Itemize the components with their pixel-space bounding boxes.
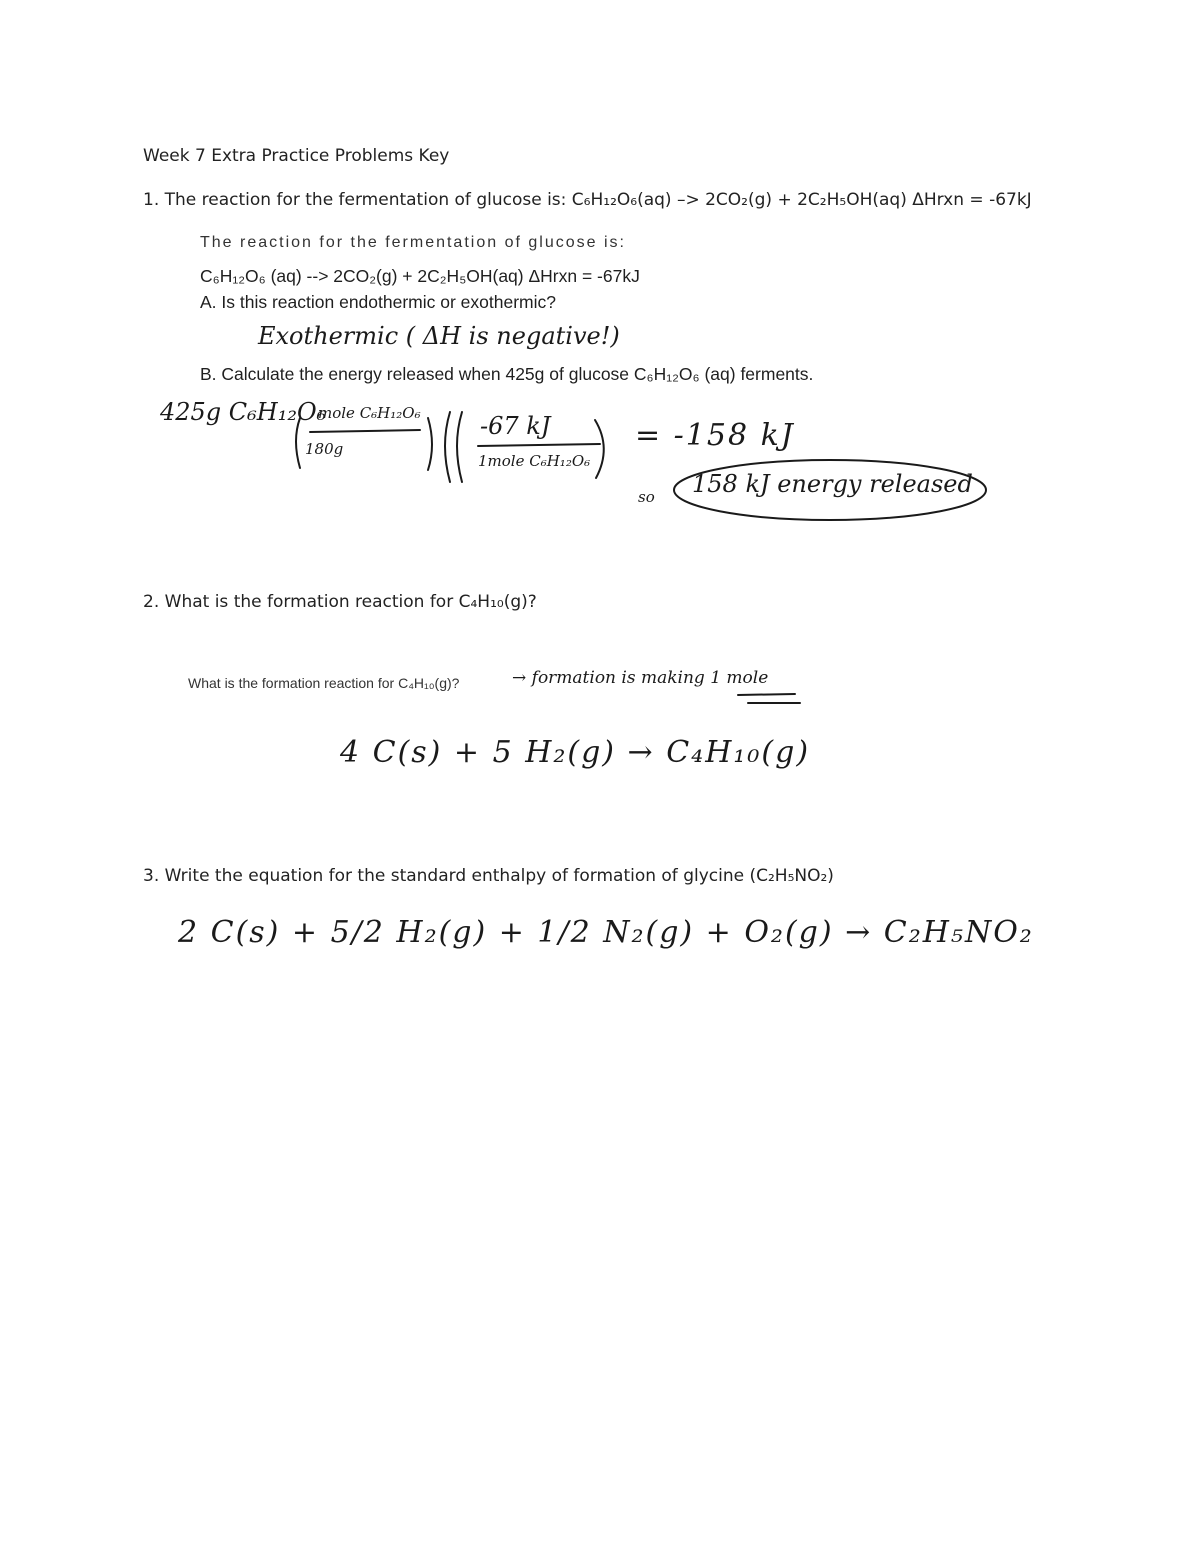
work-conv1-denominator: 180g: [305, 440, 344, 458]
image-partial-header: The reaction for the fermentation of glucose is:: [200, 234, 626, 251]
question-3-text: Write the equation for the standard enthalpy of formation of glycine (C₂H₅NO₂): [164, 866, 834, 886]
question-3-number: 3.: [143, 866, 160, 886]
part-a-question: A. Is this reaction endothermic or exothermic?: [200, 292, 556, 312]
work-conv2-denominator: 1mole C₆H₁₂O₆: [478, 452, 591, 470]
q2-image-question: What is the formation reaction for C₄H₁₀(g)?: [188, 675, 460, 691]
q2-image-note: → formation is making 1 mole: [512, 668, 769, 688]
question-1-number: 1.: [143, 190, 160, 210]
work-conv2-numerator: -67 kJ: [480, 412, 551, 440]
work-given: 425g C₆H₁₂O₆: [160, 398, 327, 426]
question-1-text: The reaction for the fermentation of glucose is: C₆H₁₂O₆(aq) –> 2CO₂(g) + 2C₂H₅OH(aq) ΔHrxn = -67kJ: [164, 190, 1032, 210]
underline-1: [738, 694, 795, 695]
question-3: [143, 866, 834, 886]
part-a-answer: Exothermic ( ΔH is negative!): [258, 322, 620, 350]
question-2-number: 2.: [143, 592, 160, 612]
page-title: Week 7 Extra Practice Problems Key: [143, 146, 450, 166]
part-b-question: B. Calculate the energy released when 425g of glucose C₆H₁₂O₆ (aq) ferments.: [200, 364, 814, 384]
question-2-text: What is the formation reaction for C₄H₁₀(g)?: [164, 592, 537, 612]
work-conv1-numerator: mole C₆H₁₂O₆: [318, 404, 421, 422]
question-3-answer: 2 C(s) + 5/2 H₂(g) + 1/2 N₂(g) + O₂(g) → C₂H₅NO₂: [178, 915, 1034, 950]
work-result: = -158 kJ: [635, 418, 795, 453]
work-so: so: [638, 488, 655, 506]
image-equation: C₆H₁₂O₆ (aq) --> 2CO₂(g) + 2C₂H₅OH(aq) ΔHrxn = -67kJ: [200, 266, 640, 286]
work-final-answer: 158 kJ energy released: [692, 470, 973, 498]
q2-image-equation: 4 C(s) + 5 H₂(g) → C₄H₁₀(g): [340, 735, 811, 770]
